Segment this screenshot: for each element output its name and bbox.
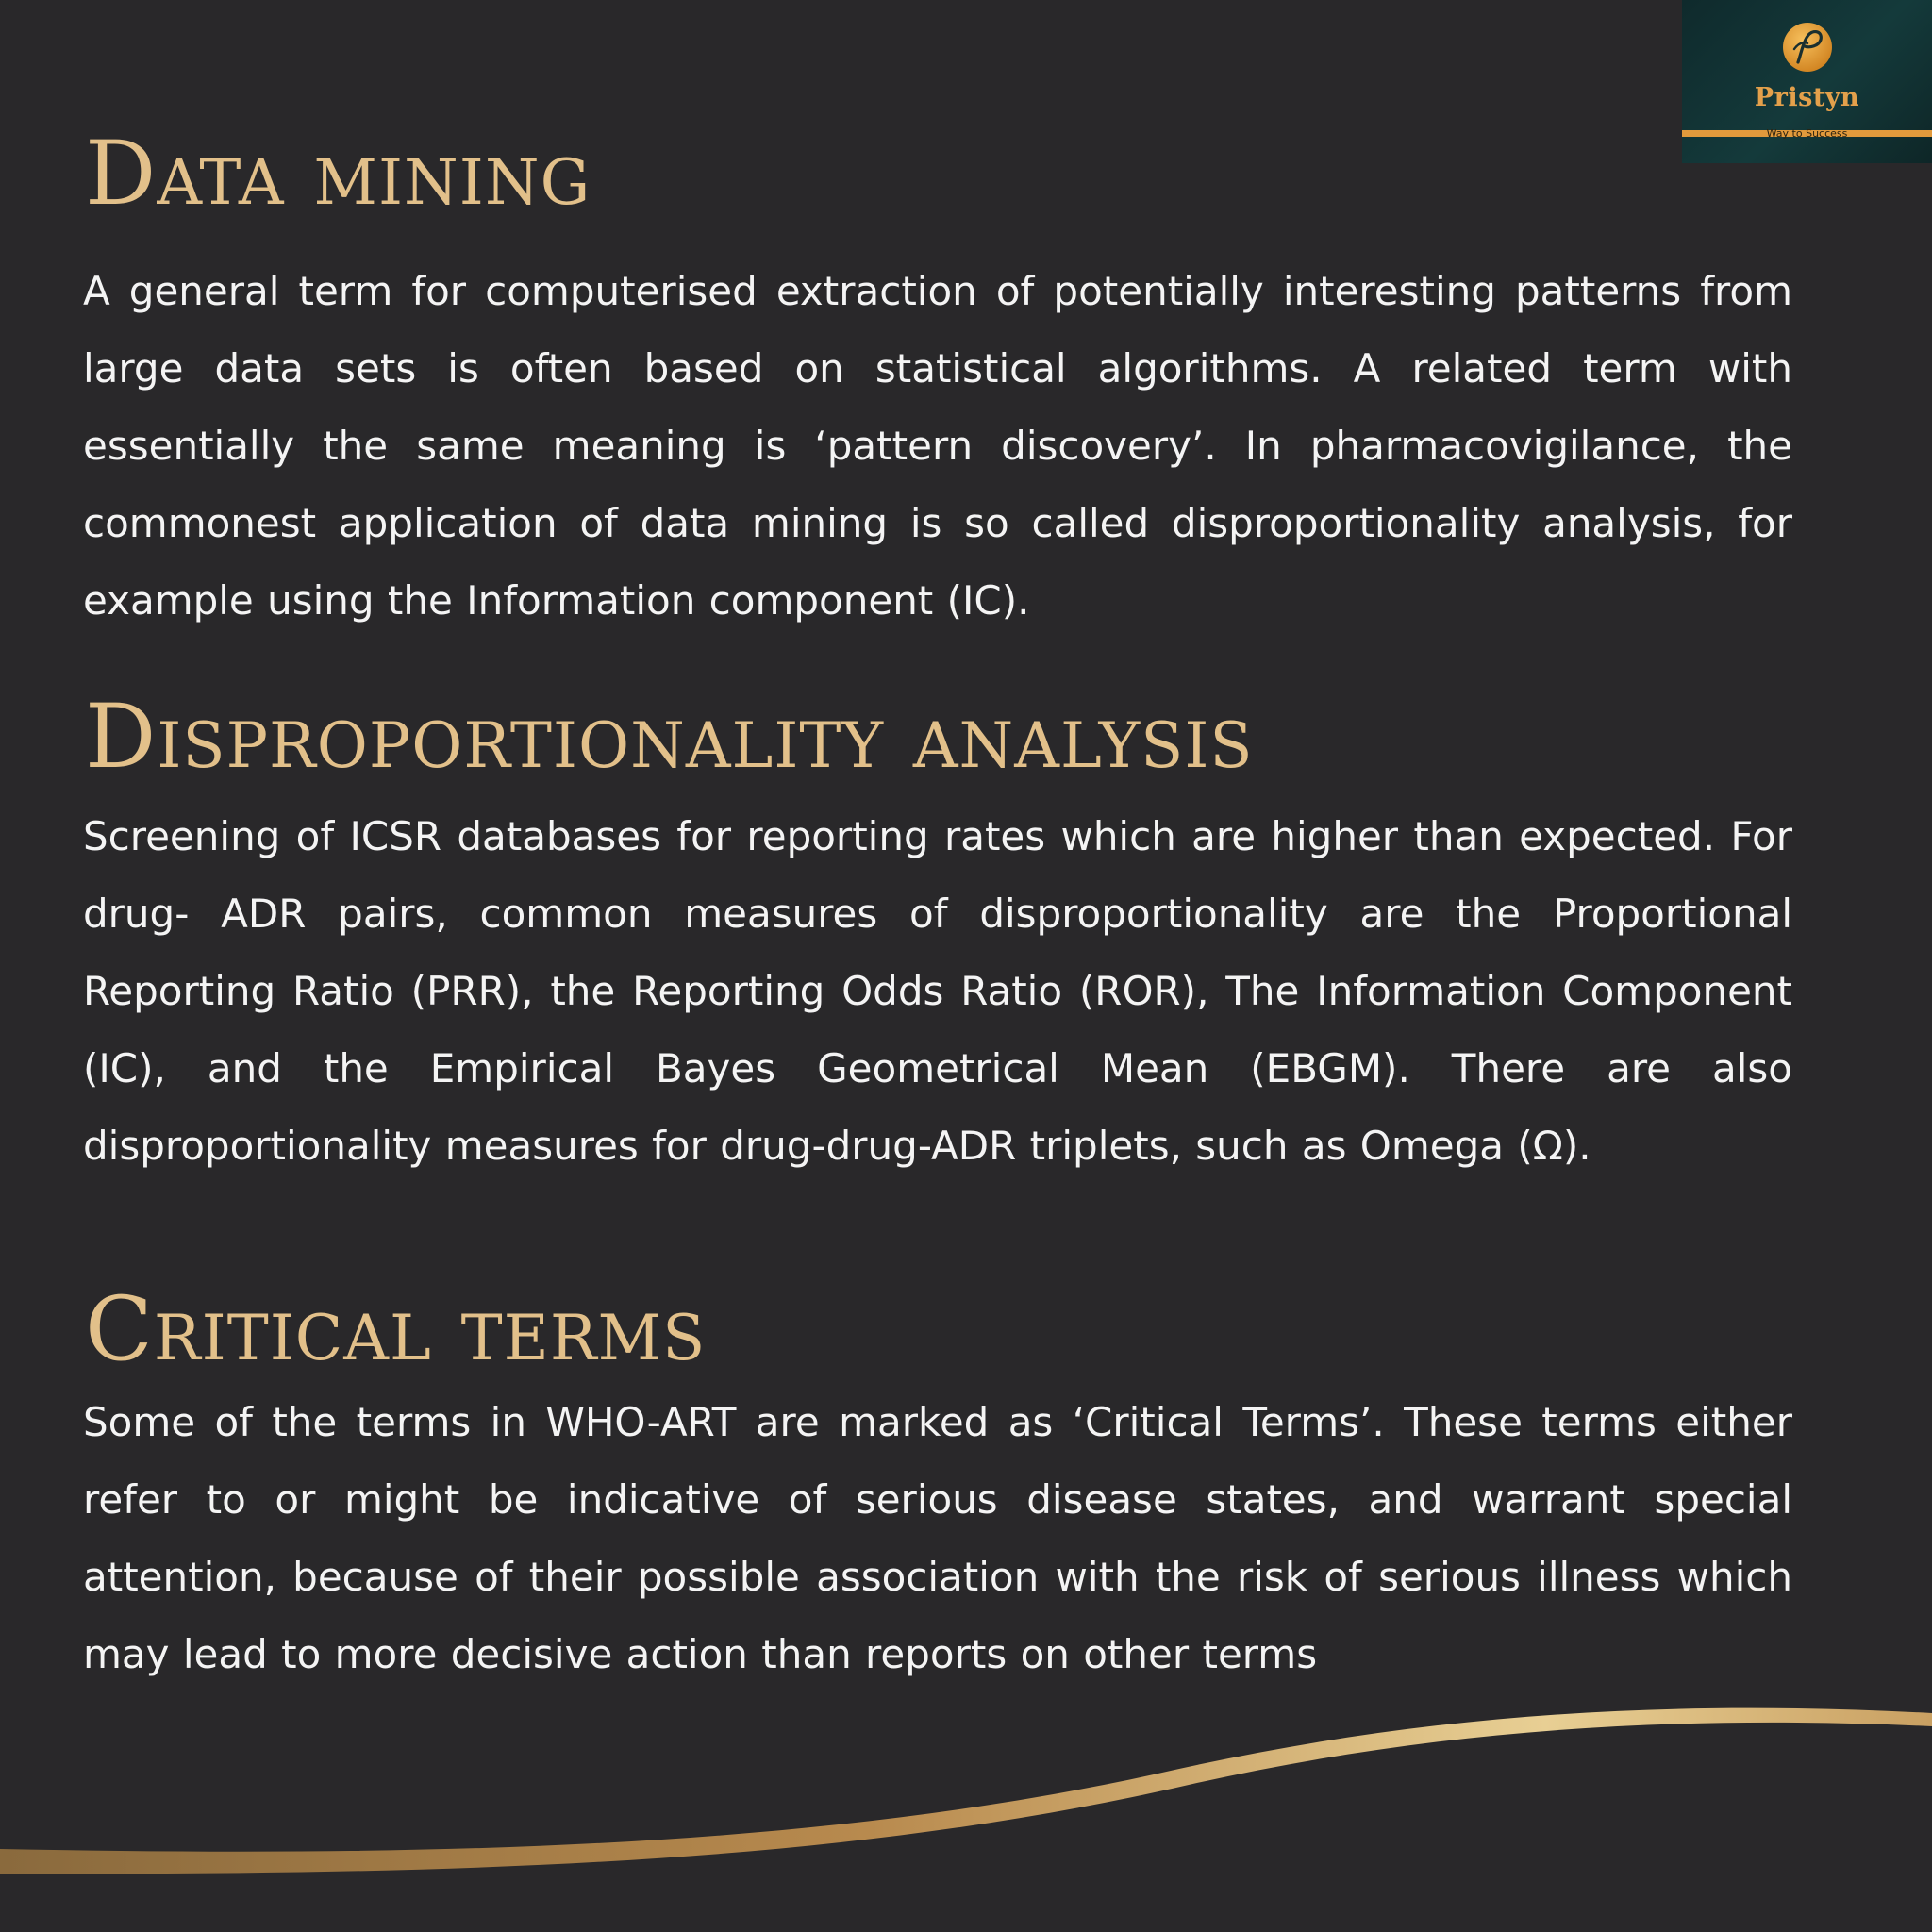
brand-logo (1682, 0, 1932, 163)
brand-tagline: Way to Success (1766, 127, 1848, 140)
paragraph-disproportionality-analysis: Screening of ICSR databases for reporting rates which are higher than expected. For drug- ADR pairs, common measures of disproportionality are the Proportional Reporting Ratio (PRR), the Reporting Odds Ratio (ROR), The Information Component (IC), and the Empirical Bayes Geometrical Mean (EBGM). There are also disproportionality measures for drug-drug-ADR triplets, such as Omega (Ω). (83, 813, 1792, 1169)
brand-name: Pristyn (1754, 83, 1860, 112)
decorative-gold-wave (0, 1679, 1932, 1932)
heading-data-mining: Data mining (85, 123, 591, 225)
paragraph-data-mining: A general term for computerised extraction of potentially interesting patterns from large data sets is often based on statistical algorithms. A related term with essentially the same meaning is ‘pattern discovery’. In pharmacovigilance, the commonest application of data mining is so called disproportionality analysis, for example using the Information component (IC). (83, 268, 1792, 624)
pristyn-monogram-icon (1781, 21, 1834, 74)
paragraph-critical-terms: Some of the terms in WHO-ART are marked as ‘Critical Terms’. These terms either refer to or might be indicative of serious disease states, and warrant special attention, because of their possible association with the risk of serious illness which may lead to more decisive action than reports on other terms (83, 1399, 1792, 1677)
heading-critical-terms: Critical terms (85, 1278, 707, 1381)
heading-disproportionality-analysis: Disproportionality analysis (85, 686, 1254, 789)
